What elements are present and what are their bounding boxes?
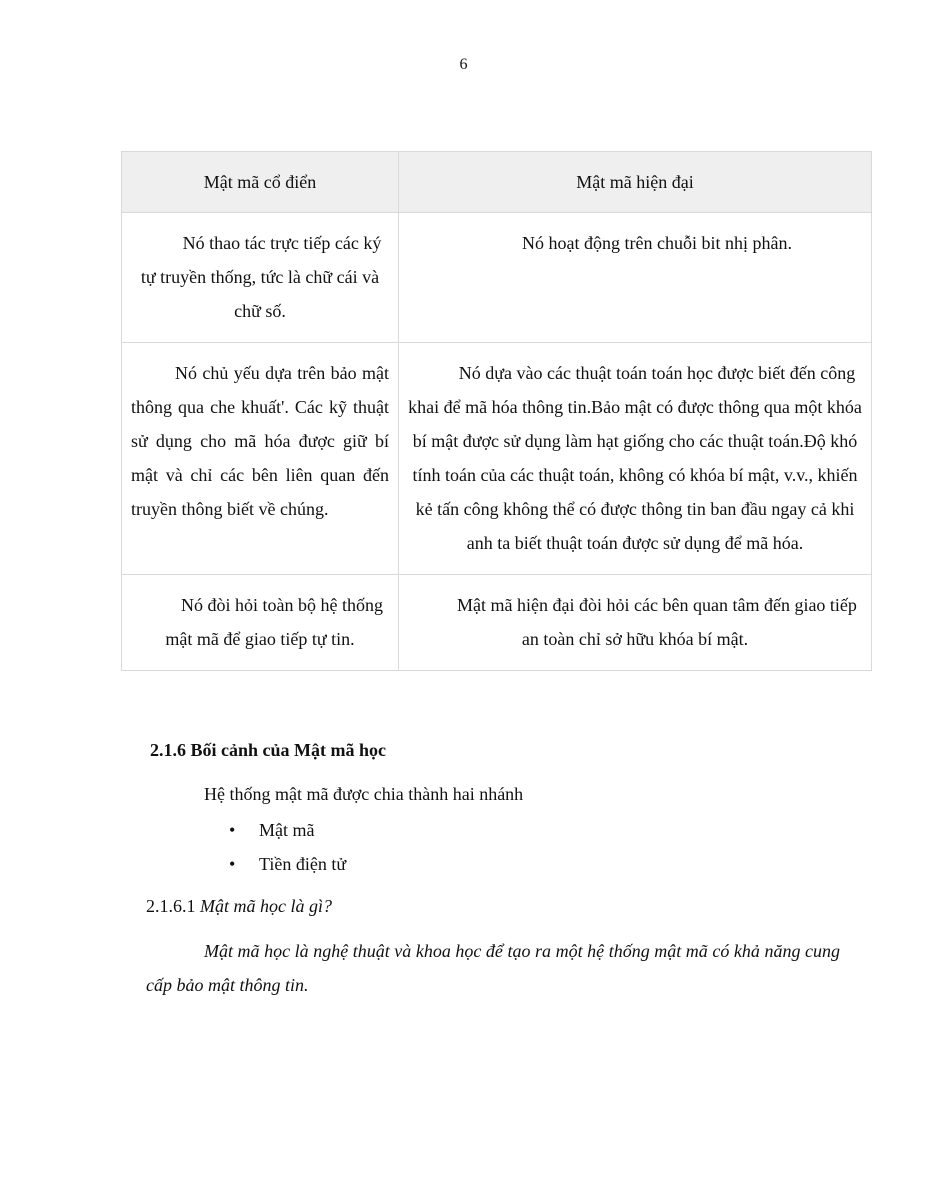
comparison-table [121,151,872,671]
bullet-icon: • [229,854,236,874]
cell-text: Nó hoạt động trên chuỗi bit nhị phân. [522,233,792,253]
table-header-row [122,152,872,213]
table-cell-modern [399,213,872,343]
table-cell-classic [122,575,399,671]
header-modern-cipher: Mật mã hiện đại [399,152,872,213]
bullet-icon: • [229,820,236,840]
branch-list [229,816,346,884]
table-cell-classic [122,343,399,575]
list-item [229,850,346,884]
cell-text: Nó dựa vào các thuật toán toán học được biết đến công khai để mã hóa thông tin.Bảo mật có được thông qua một khóa bí mật được sử dụng làm hạt giống cho các thuật toán.Độ khó tính toán của các thuật toán, không có khóa bí mật, v.v., khiến kẻ tấn công không thể có được thông tin ban đầu ngay cả khi anh ta biết thuật toán được sử dụng để mã hóa. [408,363,862,553]
table-cell-classic [122,213,399,343]
section-heading: 2.1.6 Bối cảnh của Mật mã học [150,740,386,760]
subsection-number: 2.1.6.1 [146,896,196,916]
table-cell-modern [399,343,872,575]
list-item [229,816,346,850]
header-classic-cipher: Mật mã cổ điển [122,152,399,213]
cell-text: Mật mã hiện đại đòi hỏi các bên quan tâm đến giao tiếp an toàn chỉ sở hữu khóa bí mật. [457,595,857,649]
subsection-title: Mật mã học là gì? [200,896,332,916]
cell-text: Nó thao tác trực tiếp các ký tự truyền thống, tức là chữ cái và chữ số. [140,233,382,321]
cell-text: Nó chủ yếu dựa trên bảo mật thông qua che khuất'. Các kỹ thuật sử dụng cho mã hóa được giữ bí mật và chỉ các bên liên quan đến truyền thông biết về chúng. [131,363,389,519]
table-row [122,343,872,575]
table-row [122,575,872,671]
cell-text: Nó đòi hỏi toàn bộ hệ thống mật mã để giao tiếp tự tin. [165,595,383,649]
list-item-label: Tiền điện tử [259,854,347,874]
section-intro: Hệ thống mật mã được chia thành hai nhánh [204,784,524,804]
table-row [122,213,872,343]
table-cell-modern [399,575,872,671]
list-item-label: Mật mã [259,820,315,840]
page-number: 6 [459,56,468,73]
subsection-heading [146,896,846,917]
body-paragraph: Mật mã học là nghệ thuật và khoa học để tạo ra một hệ thống mật mã có khả năng cung cấp bảo mật thông tin. [146,941,840,995]
